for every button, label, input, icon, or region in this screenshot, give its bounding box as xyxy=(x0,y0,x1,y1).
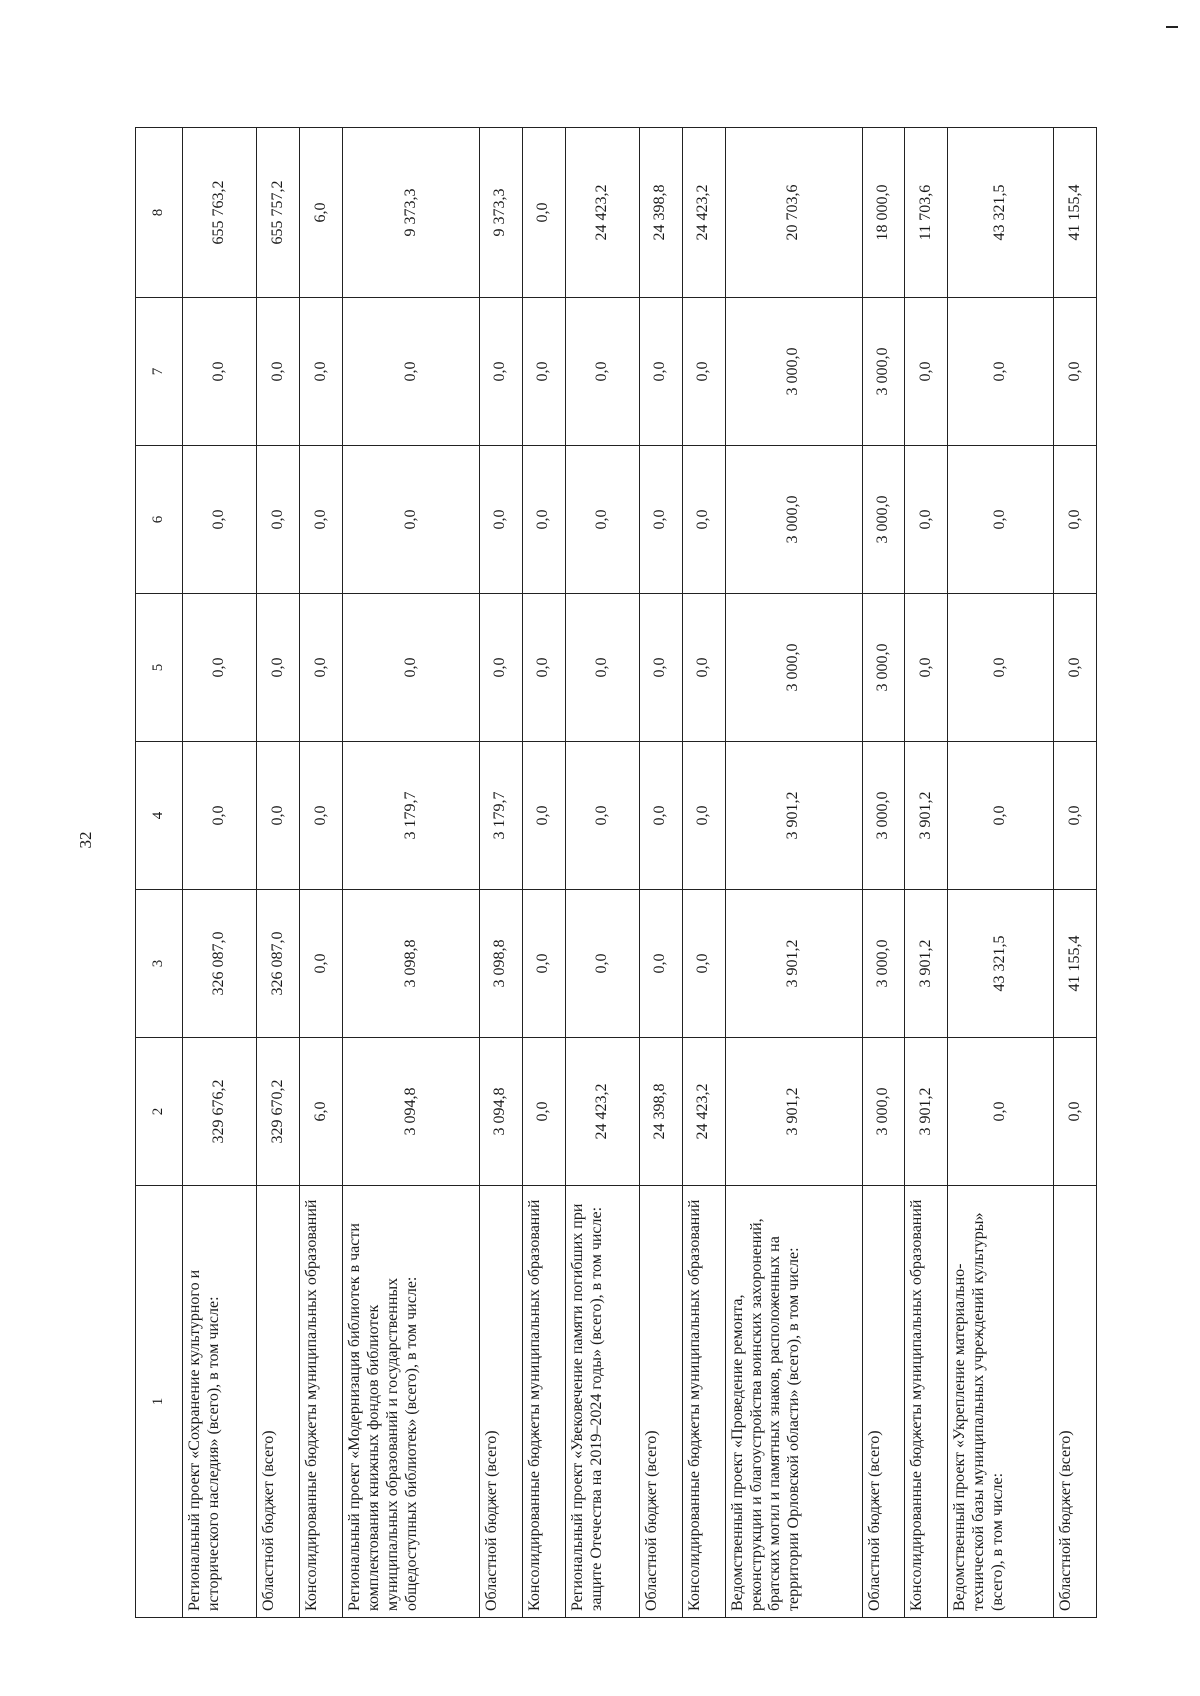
value-cell: 0,0 xyxy=(479,594,522,742)
value-cell: 0,0 xyxy=(905,446,948,594)
row-label: Консолидированные бюджеты муниципальных образований xyxy=(905,1186,948,1618)
value-cell: 0,0 xyxy=(639,298,682,446)
row-label: Областной бюджет (всего) xyxy=(257,1186,300,1618)
row-label: Ведомственный проект «Укрепление материально-технической базы муниципальных учреждений культуры» (всего), в том числе: xyxy=(948,1186,1054,1618)
table-row xyxy=(725,128,862,1618)
value-cell: 0,0 xyxy=(1053,594,1096,742)
value-cell: 9 373,3 xyxy=(343,128,480,298)
value-cell: 24 398,8 xyxy=(639,128,682,298)
value-cell: 3 901,2 xyxy=(725,742,862,890)
table-header-row xyxy=(136,128,183,1618)
value-cell: 0,0 xyxy=(905,298,948,446)
value-cell: 655 757,2 xyxy=(257,128,300,298)
value-cell: 43 321,5 xyxy=(948,128,1054,298)
column-header: 2 xyxy=(136,1038,183,1186)
row-label: Региональный проект «Модернизация библиотек в части комплектования книжных фондов библиотек муниципальных образований и государственных общедоступных библиотек» (всего), в том числе: xyxy=(343,1186,480,1618)
value-cell: 326 087,0 xyxy=(257,890,300,1038)
value-cell: 11 703,6 xyxy=(905,128,948,298)
row-label: Региональный проект «Сохранение культурного и исторического наследия» (всего), в том числе: xyxy=(183,1186,257,1618)
value-cell: 3 094,8 xyxy=(479,1038,522,1186)
value-cell: 0,0 xyxy=(1053,298,1096,446)
table-row xyxy=(257,128,300,1618)
value-cell: 24 423,2 xyxy=(565,1038,639,1186)
value-cell: 0,0 xyxy=(565,742,639,890)
value-cell: 0,0 xyxy=(257,446,300,594)
value-cell: 3 000,0 xyxy=(725,446,862,594)
value-cell: 3 901,2 xyxy=(725,1038,862,1186)
value-cell: 0,0 xyxy=(522,890,565,1038)
value-cell: 3 094,8 xyxy=(343,1038,480,1186)
value-cell: 0,0 xyxy=(565,594,639,742)
column-header: 7 xyxy=(136,298,183,446)
row-label: Региональный проект «Увековечение памяти погибших при защите Отечества на 2019–2024 годы» (всего), в том числе: xyxy=(565,1186,639,1618)
value-cell: 326 087,0 xyxy=(183,890,257,1038)
table-row xyxy=(479,128,522,1618)
value-cell: 0,0 xyxy=(257,594,300,742)
value-cell: 6,0 xyxy=(300,1038,343,1186)
value-cell: 20 703,6 xyxy=(725,128,862,298)
value-cell: 3 098,8 xyxy=(479,890,522,1038)
column-header: 6 xyxy=(136,446,183,594)
table-row xyxy=(1053,128,1096,1618)
value-cell: 3 000,0 xyxy=(862,446,905,594)
value-cell: 3 901,2 xyxy=(725,890,862,1038)
value-cell: 0,0 xyxy=(479,446,522,594)
row-label: Консолидированные бюджеты муниципальных образований xyxy=(682,1186,725,1618)
value-cell: 3 000,0 xyxy=(862,594,905,742)
value-cell: 24 423,2 xyxy=(565,128,639,298)
value-cell: 0,0 xyxy=(905,594,948,742)
value-cell: 3 000,0 xyxy=(862,890,905,1038)
value-cell: 0,0 xyxy=(948,298,1054,446)
value-cell: 3 000,0 xyxy=(862,1038,905,1186)
value-cell: 0,0 xyxy=(343,298,480,446)
value-cell: 0,0 xyxy=(565,298,639,446)
table-body xyxy=(183,128,1097,1618)
row-label: Областной бюджет (всего) xyxy=(862,1186,905,1618)
value-cell: 3 000,0 xyxy=(725,298,862,446)
value-cell: 0,0 xyxy=(183,298,257,446)
column-header: 8 xyxy=(136,128,183,298)
value-cell: 0,0 xyxy=(682,446,725,594)
table-row xyxy=(300,128,343,1618)
budget-table xyxy=(135,127,1097,1618)
value-cell: 0,0 xyxy=(522,298,565,446)
value-cell: 0,0 xyxy=(682,594,725,742)
column-header: 3 xyxy=(136,890,183,1038)
value-cell: 0,0 xyxy=(183,594,257,742)
value-cell: 0,0 xyxy=(343,446,480,594)
value-cell: 0,0 xyxy=(522,1038,565,1186)
value-cell: 0,0 xyxy=(639,890,682,1038)
value-cell: 41 155,4 xyxy=(1053,890,1096,1038)
rotated-table-wrapper xyxy=(135,128,1097,1618)
table-row xyxy=(905,128,948,1618)
value-cell: 0,0 xyxy=(522,446,565,594)
value-cell: 3 000,0 xyxy=(862,298,905,446)
value-cell: 3 179,7 xyxy=(343,742,480,890)
value-cell: 0,0 xyxy=(183,742,257,890)
scan-mark xyxy=(1166,26,1178,28)
value-cell: 0,0 xyxy=(948,1038,1054,1186)
value-cell: 18 000,0 xyxy=(862,128,905,298)
value-cell: 0,0 xyxy=(565,890,639,1038)
value-cell: 0,0 xyxy=(183,446,257,594)
value-cell: 0,0 xyxy=(300,594,343,742)
value-cell: 3 901,2 xyxy=(905,890,948,1038)
value-cell: 6,0 xyxy=(300,128,343,298)
value-cell: 0,0 xyxy=(522,594,565,742)
row-label: Ведомственный проект «Проведение ремонта, реконструкции и благоустройства воинских захоронений, братских могил и памятных знаков, расположенных на территории Орловской области» (всего), в том числе: xyxy=(725,1186,862,1618)
column-header: 4 xyxy=(136,742,183,890)
value-cell: 3 901,2 xyxy=(905,1038,948,1186)
table-row xyxy=(183,128,257,1618)
value-cell: 329 676,2 xyxy=(183,1038,257,1186)
value-cell: 655 763,2 xyxy=(183,128,257,298)
value-cell: 3 000,0 xyxy=(862,742,905,890)
value-cell: 0,0 xyxy=(948,446,1054,594)
value-cell: 0,0 xyxy=(682,742,725,890)
value-cell: 24 423,2 xyxy=(682,1038,725,1186)
value-cell: 3 000,0 xyxy=(725,594,862,742)
row-label: Консолидированные бюджеты муниципальных образований xyxy=(522,1186,565,1618)
value-cell: 0,0 xyxy=(479,298,522,446)
column-header: 5 xyxy=(136,594,183,742)
value-cell: 0,0 xyxy=(1053,1038,1096,1186)
value-cell: 43 321,5 xyxy=(948,890,1054,1038)
value-cell: 0,0 xyxy=(257,298,300,446)
value-cell: 0,0 xyxy=(565,446,639,594)
row-label: Областной бюджет (всего) xyxy=(1053,1186,1096,1618)
value-cell: 0,0 xyxy=(948,594,1054,742)
table-row xyxy=(682,128,725,1618)
value-cell: 0,0 xyxy=(300,890,343,1038)
table-row xyxy=(639,128,682,1618)
value-cell: 0,0 xyxy=(682,890,725,1038)
value-cell: 0,0 xyxy=(639,742,682,890)
value-cell: 9 373,3 xyxy=(479,128,522,298)
value-cell: 3 901,2 xyxy=(905,742,948,890)
value-cell: 0,0 xyxy=(257,742,300,890)
value-cell: 3 098,8 xyxy=(343,890,480,1038)
value-cell: 0,0 xyxy=(300,298,343,446)
value-cell: 0,0 xyxy=(1053,742,1096,890)
value-cell: 0,0 xyxy=(682,298,725,446)
value-cell: 0,0 xyxy=(522,742,565,890)
value-cell: 0,0 xyxy=(639,446,682,594)
value-cell: 3 179,7 xyxy=(479,742,522,890)
value-cell: 329 670,2 xyxy=(257,1038,300,1186)
column-header: 1 xyxy=(136,1186,183,1618)
table-row xyxy=(522,128,565,1618)
value-cell: 41 155,4 xyxy=(1053,128,1096,298)
value-cell: 0,0 xyxy=(522,128,565,298)
row-label: Консолидированные бюджеты муниципальных образований xyxy=(300,1186,343,1618)
value-cell: 0,0 xyxy=(300,742,343,890)
table-row xyxy=(343,128,480,1618)
value-cell: 0,0 xyxy=(639,594,682,742)
page-number: 32 xyxy=(76,831,95,849)
value-cell: 0,0 xyxy=(300,446,343,594)
value-cell: 24 423,2 xyxy=(682,128,725,298)
row-label: Областной бюджет (всего) xyxy=(479,1186,522,1618)
row-label: Областной бюджет (всего) xyxy=(639,1186,682,1618)
value-cell: 0,0 xyxy=(1053,446,1096,594)
table-row xyxy=(565,128,639,1618)
value-cell: 24 398,8 xyxy=(639,1038,682,1186)
value-cell: 0,0 xyxy=(343,594,480,742)
table-row xyxy=(948,128,1054,1618)
table-row xyxy=(862,128,905,1618)
value-cell: 0,0 xyxy=(948,742,1054,890)
